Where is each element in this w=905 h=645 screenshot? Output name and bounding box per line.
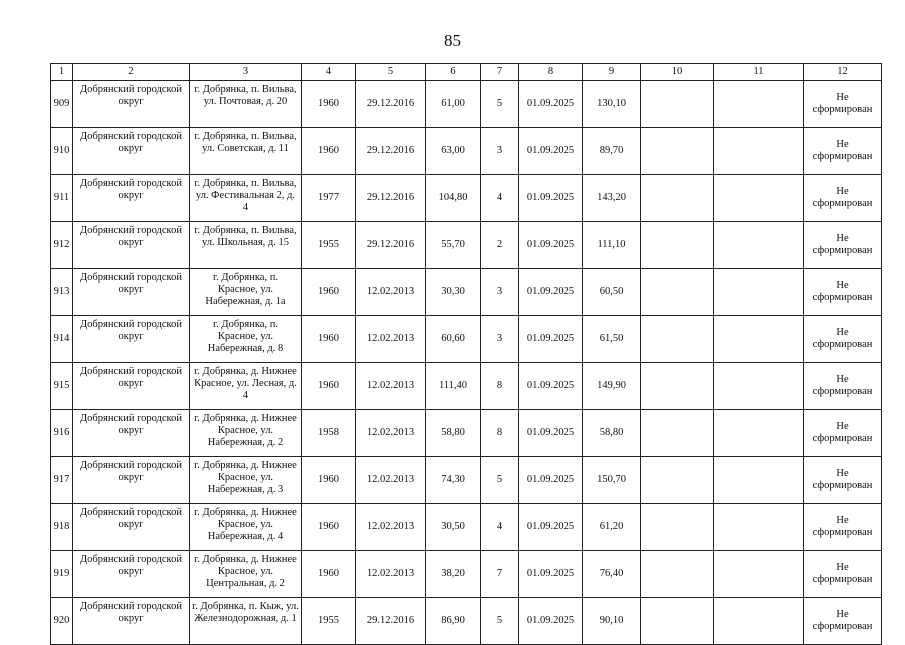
district-cell: Добрянский городской округ <box>73 410 190 457</box>
empty-cell <box>641 598 714 645</box>
table-row <box>51 175 882 222</box>
area-cell: 55,70 <box>426 222 481 269</box>
year-cell: 1960 <box>302 316 356 363</box>
date-cell: 29.12.2016 <box>356 222 426 269</box>
value-cell: 61,50 <box>583 316 641 363</box>
empty-cell <box>714 410 804 457</box>
address-cell: г. Добрянка, п. Вильва, ул. Советская, д. 11 <box>190 128 302 175</box>
date-cell: 12.02.2013 <box>356 457 426 504</box>
area-cell: 74,30 <box>426 457 481 504</box>
status-cell: Не сформирован <box>804 457 882 504</box>
empty-cell <box>714 316 804 363</box>
status-cell: Не сформирован <box>804 551 882 598</box>
table-row <box>51 457 882 504</box>
date-cell: 29.12.2016 <box>356 175 426 222</box>
empty-cell <box>714 551 804 598</box>
empty-cell <box>641 222 714 269</box>
empty-cell <box>714 222 804 269</box>
col-header: 2 <box>73 64 190 81</box>
address-cell: г. Добрянка, п. Вильва, ул. Фестивальная 2, д. 4 <box>190 175 302 222</box>
year-cell: 1955 <box>302 222 356 269</box>
value-cell: 61,20 <box>583 504 641 551</box>
district-cell: Добрянский городской округ <box>73 81 190 128</box>
count-cell: 3 <box>481 128 519 175</box>
table-row <box>51 269 882 316</box>
table-row <box>51 316 882 363</box>
district-cell: Добрянский городской округ <box>73 269 190 316</box>
address-cell: г. Добрянка, п. Вильва, ул. Почтовая, д. 20 <box>190 81 302 128</box>
date-cell: 29.12.2016 <box>356 598 426 645</box>
value-cell: 150,70 <box>583 457 641 504</box>
table-row <box>51 128 882 175</box>
address-cell: г. Добрянка, п. Красное, ул. Набережная, д. 8 <box>190 316 302 363</box>
col-header: 11 <box>714 64 804 81</box>
year-cell: 1960 <box>302 81 356 128</box>
address-cell: г. Добрянка, п. Красное, ул. Набережная, д. 1а <box>190 269 302 316</box>
housing-table <box>50 63 882 645</box>
value-cell: 60,50 <box>583 269 641 316</box>
col-header: 1 <box>51 64 73 81</box>
address-cell: г. Добрянка, д. Нижнее Красное, ул. Центральная, д. 2 <box>190 551 302 598</box>
status-cell: Не сформирован <box>804 598 882 645</box>
count-cell: 4 <box>481 175 519 222</box>
table-row <box>51 363 882 410</box>
count-cell: 4 <box>481 504 519 551</box>
value-cell: 89,70 <box>583 128 641 175</box>
date-cell: 12.02.2013 <box>356 269 426 316</box>
address-cell: г. Добрянка, п. Кыж, ул. Железнодорожная, д. 1 <box>190 598 302 645</box>
status-cell: Не сформирован <box>804 363 882 410</box>
year-cell: 1958 <box>302 410 356 457</box>
row-number: 912 <box>51 222 73 269</box>
address-cell: г. Добрянка, п. Вильва, ул. Школьная, д. 15 <box>190 222 302 269</box>
col-header: 4 <box>302 64 356 81</box>
table-row <box>51 410 882 457</box>
empty-cell <box>641 175 714 222</box>
date-cell: 12.02.2013 <box>356 363 426 410</box>
row-number: 917 <box>51 457 73 504</box>
empty-cell <box>714 81 804 128</box>
date2-cell: 01.09.2025 <box>519 81 583 128</box>
row-number: 914 <box>51 316 73 363</box>
status-cell: Не сформирован <box>804 128 882 175</box>
count-cell: 7 <box>481 551 519 598</box>
value-cell: 90,10 <box>583 598 641 645</box>
district-cell: Добрянский городской округ <box>73 175 190 222</box>
empty-cell <box>641 457 714 504</box>
col-header: 10 <box>641 64 714 81</box>
area-cell: 30,30 <box>426 269 481 316</box>
status-cell: Не сформирован <box>804 222 882 269</box>
date2-cell: 01.09.2025 <box>519 269 583 316</box>
status-cell: Не сформирован <box>804 316 882 363</box>
area-cell: 111,40 <box>426 363 481 410</box>
table-row <box>51 598 882 645</box>
area-cell: 58,80 <box>426 410 481 457</box>
count-cell: 3 <box>481 269 519 316</box>
row-number: 913 <box>51 269 73 316</box>
col-header: 3 <box>190 64 302 81</box>
date-cell: 29.12.2016 <box>356 128 426 175</box>
year-cell: 1960 <box>302 551 356 598</box>
count-cell: 5 <box>481 457 519 504</box>
address-cell: г. Добрянка, д. Нижнее Красное, ул. Набережная, д. 4 <box>190 504 302 551</box>
area-cell: 30,50 <box>426 504 481 551</box>
district-cell: Добрянский городской округ <box>73 316 190 363</box>
value-cell: 130,10 <box>583 81 641 128</box>
status-cell: Не сформирован <box>804 269 882 316</box>
date2-cell: 01.09.2025 <box>519 551 583 598</box>
date2-cell: 01.09.2025 <box>519 222 583 269</box>
empty-cell <box>641 551 714 598</box>
table-row <box>51 81 882 128</box>
date2-cell: 01.09.2025 <box>519 504 583 551</box>
row-number: 918 <box>51 504 73 551</box>
count-cell: 8 <box>481 363 519 410</box>
year-cell: 1960 <box>302 457 356 504</box>
row-number: 916 <box>51 410 73 457</box>
empty-cell <box>641 128 714 175</box>
value-cell: 58,80 <box>583 410 641 457</box>
area-cell: 38,20 <box>426 551 481 598</box>
empty-cell <box>641 316 714 363</box>
area-cell: 60,60 <box>426 316 481 363</box>
address-cell: г. Добрянка, д. Нижнее Красное, ул. Набережная, д. 2 <box>190 410 302 457</box>
count-cell: 2 <box>481 222 519 269</box>
row-number: 920 <box>51 598 73 645</box>
status-cell: Не сформирован <box>804 504 882 551</box>
value-cell: 149,90 <box>583 363 641 410</box>
area-cell: 104,80 <box>426 175 481 222</box>
empty-cell <box>641 504 714 551</box>
row-number: 909 <box>51 81 73 128</box>
empty-cell <box>714 363 804 410</box>
header-row <box>51 64 882 81</box>
col-header: 12 <box>804 64 882 81</box>
year-cell: 1960 <box>302 128 356 175</box>
empty-cell <box>714 457 804 504</box>
address-cell: г. Добрянка, д. Нижнее Красное, ул. Лесная, д. 4 <box>190 363 302 410</box>
date2-cell: 01.09.2025 <box>519 128 583 175</box>
district-cell: Добрянский городской округ <box>73 128 190 175</box>
col-header: 8 <box>519 64 583 81</box>
area-cell: 86,90 <box>426 598 481 645</box>
district-cell: Добрянский городской округ <box>73 504 190 551</box>
date2-cell: 01.09.2025 <box>519 410 583 457</box>
value-cell: 111,10 <box>583 222 641 269</box>
area-cell: 61,00 <box>426 81 481 128</box>
district-cell: Добрянский городской округ <box>73 457 190 504</box>
value-cell: 143,20 <box>583 175 641 222</box>
col-header: 7 <box>481 64 519 81</box>
date-cell: 12.02.2013 <box>356 551 426 598</box>
col-header: 9 <box>583 64 641 81</box>
status-cell: Не сформирован <box>804 410 882 457</box>
area-cell: 63,00 <box>426 128 481 175</box>
empty-cell <box>641 410 714 457</box>
table-row <box>51 222 882 269</box>
empty-cell <box>714 269 804 316</box>
date2-cell: 01.09.2025 <box>519 175 583 222</box>
district-cell: Добрянский городской округ <box>73 551 190 598</box>
table-row <box>51 551 882 598</box>
date-cell: 12.02.2013 <box>356 504 426 551</box>
district-cell: Добрянский городской округ <box>73 598 190 645</box>
count-cell: 3 <box>481 316 519 363</box>
col-header: 6 <box>426 64 481 81</box>
status-cell: Не сформирован <box>804 175 882 222</box>
empty-cell <box>641 81 714 128</box>
count-cell: 5 <box>481 598 519 645</box>
count-cell: 5 <box>481 81 519 128</box>
date-cell: 12.02.2013 <box>356 410 426 457</box>
date2-cell: 01.09.2025 <box>519 598 583 645</box>
year-cell: 1960 <box>302 363 356 410</box>
value-cell: 76,40 <box>583 551 641 598</box>
empty-cell <box>714 175 804 222</box>
row-number: 910 <box>51 128 73 175</box>
year-cell: 1977 <box>302 175 356 222</box>
row-number: 915 <box>51 363 73 410</box>
page-number: 85 <box>444 31 461 50</box>
empty-cell <box>714 598 804 645</box>
district-cell: Добрянский городской округ <box>73 363 190 410</box>
empty-cell <box>641 269 714 316</box>
empty-cell <box>714 128 804 175</box>
empty-cell <box>641 363 714 410</box>
year-cell: 1955 <box>302 598 356 645</box>
count-cell: 8 <box>481 410 519 457</box>
date2-cell: 01.09.2025 <box>519 457 583 504</box>
col-header: 5 <box>356 64 426 81</box>
year-cell: 1960 <box>302 504 356 551</box>
row-number: 911 <box>51 175 73 222</box>
date-cell: 12.02.2013 <box>356 316 426 363</box>
empty-cell <box>714 504 804 551</box>
date-cell: 29.12.2016 <box>356 81 426 128</box>
row-number: 919 <box>51 551 73 598</box>
date2-cell: 01.09.2025 <box>519 316 583 363</box>
table-row <box>51 504 882 551</box>
address-cell: г. Добрянка, д. Нижнее Красное, ул. Набережная, д. 3 <box>190 457 302 504</box>
status-cell: Не сформирован <box>804 81 882 128</box>
date2-cell: 01.09.2025 <box>519 363 583 410</box>
district-cell: Добрянский городской округ <box>73 222 190 269</box>
year-cell: 1960 <box>302 269 356 316</box>
